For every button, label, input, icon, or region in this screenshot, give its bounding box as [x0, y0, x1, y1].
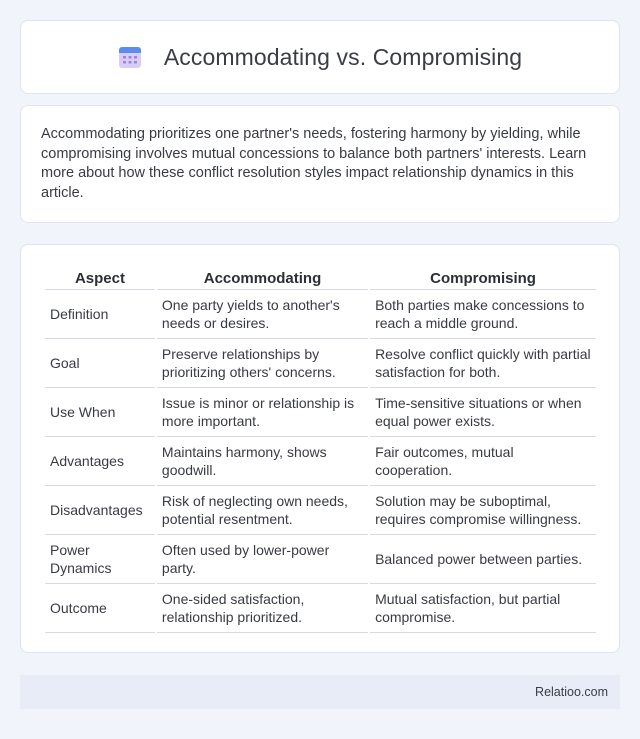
- cell-compromising: Fair outcomes, mutual cooperation.: [370, 437, 596, 486]
- cell-aspect: Definition: [45, 290, 155, 339]
- footer-brand: Relatioo.com: [535, 685, 608, 699]
- cell-compromising: Balanced power between parties.: [370, 535, 596, 584]
- header-aspect: Aspect: [45, 267, 155, 290]
- cell-aspect: Use When: [45, 388, 155, 437]
- cell-compromising: Mutual satisfaction, but partial compromise.: [370, 584, 596, 633]
- cell-accommodating: Risk of neglecting own needs, potential resentment.: [157, 486, 368, 535]
- cell-compromising: Time-sensitive situations or when equal power exists.: [370, 388, 596, 437]
- table-row: [45, 535, 596, 584]
- cell-compromising: Solution may be suboptimal, requires compromise willingness.: [370, 486, 596, 535]
- title-card: [20, 20, 620, 94]
- cell-accommodating: Preserve relationships by prioritizing others' concerns.: [157, 339, 368, 388]
- page-title: Accommodating vs. Compromising: [163, 43, 523, 70]
- header-accommodating: Accommodating: [157, 267, 368, 290]
- cell-aspect: Disadvantages: [45, 486, 155, 535]
- cell-aspect: Goal: [45, 339, 155, 388]
- cell-accommodating: One-sided satisfaction, relationship prioritized.: [157, 584, 368, 633]
- table-row: [45, 437, 596, 486]
- cell-compromising: Resolve conflict quickly with partial satisfaction for both.: [370, 339, 596, 388]
- cell-aspect: Advantages: [45, 437, 155, 486]
- comparison-table-card: [20, 244, 620, 653]
- cell-accommodating: Maintains harmony, shows goodwill.: [157, 437, 368, 486]
- cell-accommodating: Issue is minor or relationship is more important.: [157, 388, 368, 437]
- table-row: [45, 486, 596, 535]
- table-header-row: [45, 267, 596, 290]
- cell-compromising: Both parties make concessions to reach a middle ground.: [370, 290, 596, 339]
- cell-aspect: Power Dynamics: [45, 535, 155, 584]
- table-row: [45, 290, 596, 339]
- intro-card: [20, 105, 620, 223]
- header-compromising: Compromising: [370, 267, 596, 290]
- cell-accommodating: One party yields to another's needs or desires.: [157, 290, 368, 339]
- table-row: [45, 339, 596, 388]
- calendar-icon: [118, 45, 142, 69]
- footer: [20, 675, 620, 709]
- intro-paragraph: Accommodating prioritizes one partner's needs, fostering harmony by yielding, while compromising involves mutual concessions to balance both partners' interests. Learn more about how these conflict resolution styles impact relationship dynamics in this article.: [41, 126, 587, 201]
- cell-aspect: Outcome: [45, 584, 155, 633]
- comparison-table: [43, 267, 598, 633]
- cell-accommodating: Often used by lower-power party.: [157, 535, 368, 584]
- table-row: [45, 388, 596, 437]
- table-row: [45, 584, 596, 633]
